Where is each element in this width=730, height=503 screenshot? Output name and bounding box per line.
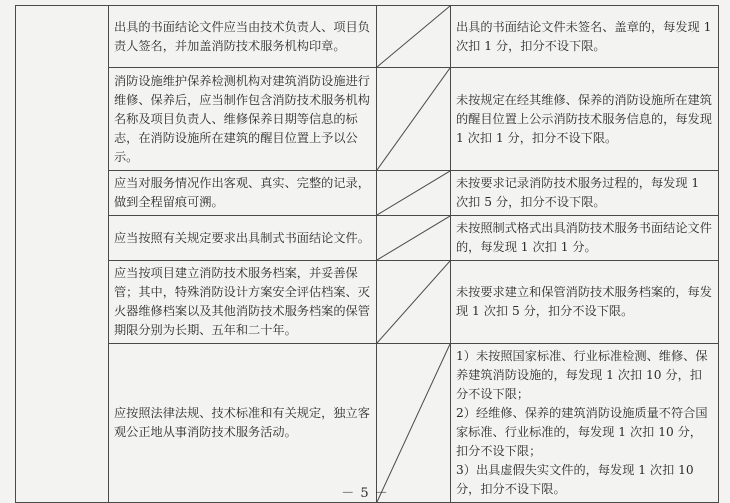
penalty-item: 2）经维修、保养的建筑消防设施质量不符合国家标准、行业标准的，每发现 1 次扣 10 分，扣分不设下限； [456, 406, 708, 458]
requirement-cell: 消防设施维护保养检测机构对建筑消防设施进行维修、保养后，应当制作包含消防技术服务机构名称及项目负责人、维修保养日期等信息的标志，在消防设施所在建筑的醒目位置上予以公示。 [109, 68, 377, 171]
requirement-cell: 出具的书面结论文件应当由技术负责人、项目负责人签名，并加盖消防技术服务机构印章。 [109, 6, 377, 68]
penalty-item: 出具的书面结论文件未签名、盖章的，每发现 1 次扣 1 分，扣分不设下限。 [456, 19, 712, 53]
table-row [16, 344, 719, 503]
standards-table [15, 5, 719, 503]
penalty-item: 未按照制式格式出具消防技术服务书面结论文件的，每发现 1 次扣 1 分。 [456, 221, 712, 254]
penalty-item: 3）出具虚假失实文件的，每发现 1 次扣 10 分，扣分不设下限。 [456, 463, 694, 496]
requirement-cell: 应当按照有关规定要求出具制式书面结论文件。 [109, 216, 377, 261]
category-cell [16, 6, 109, 503]
requirement-cell: 应按照法律法规、技术标准和有关规定，独立客观公正地从事消防技术服务活动。 [109, 344, 377, 503]
penalty-cell [451, 171, 719, 216]
score-cell-slash [377, 216, 451, 261]
penalty-item: 未按规定在经其维修、保养的消防设施所在建筑的醒目位置上公示消防技术服务信息的，每发现 1 次扣 1 分，扣分不设下限。 [456, 92, 712, 145]
penalty-cell [451, 6, 719, 68]
penalty-cell [451, 344, 719, 503]
requirement-cell: 应当对服务情况作出客观、真实、完整的记录，做到全程留痕可溯。 [109, 171, 377, 216]
penalty-cell [451, 261, 719, 344]
score-cell-slash [377, 171, 451, 216]
table-row [16, 216, 719, 261]
score-cell-slash [377, 68, 451, 171]
page-number: － 5 － [341, 486, 389, 501]
table-row [16, 68, 719, 171]
table-row [16, 171, 719, 216]
penalty-item: 未按要求建立和保管消防技术服务档案的，每发现 1 次扣 5 分，扣分不设下限。 [456, 285, 712, 318]
penalty-item: 未按要求记录消防技术服务过程的，每发现 1 次扣 5 分，扣分不设下限。 [456, 176, 700, 209]
score-cell-slash [377, 344, 451, 503]
score-cell-slash [377, 6, 451, 68]
requirement-cell: 应当按项目建立消防技术服务档案，并妥善保管；其中，特殊消防设计方案安全评估档案、灭火器维修档案以及其他消防技术服务档案的保管期限分别为长期、五年和二十年。 [109, 261, 377, 344]
score-cell-slash [377, 261, 451, 344]
table-row [16, 261, 719, 344]
penalty-item: 1）未按照国家标准、行业标准检测、维修、保养建筑消防设施的，每发现 1 次扣 10 分，扣分不设下限； [456, 349, 708, 401]
penalty-cell [451, 216, 719, 261]
penalty-cell [451, 68, 719, 171]
table-row [16, 6, 719, 68]
